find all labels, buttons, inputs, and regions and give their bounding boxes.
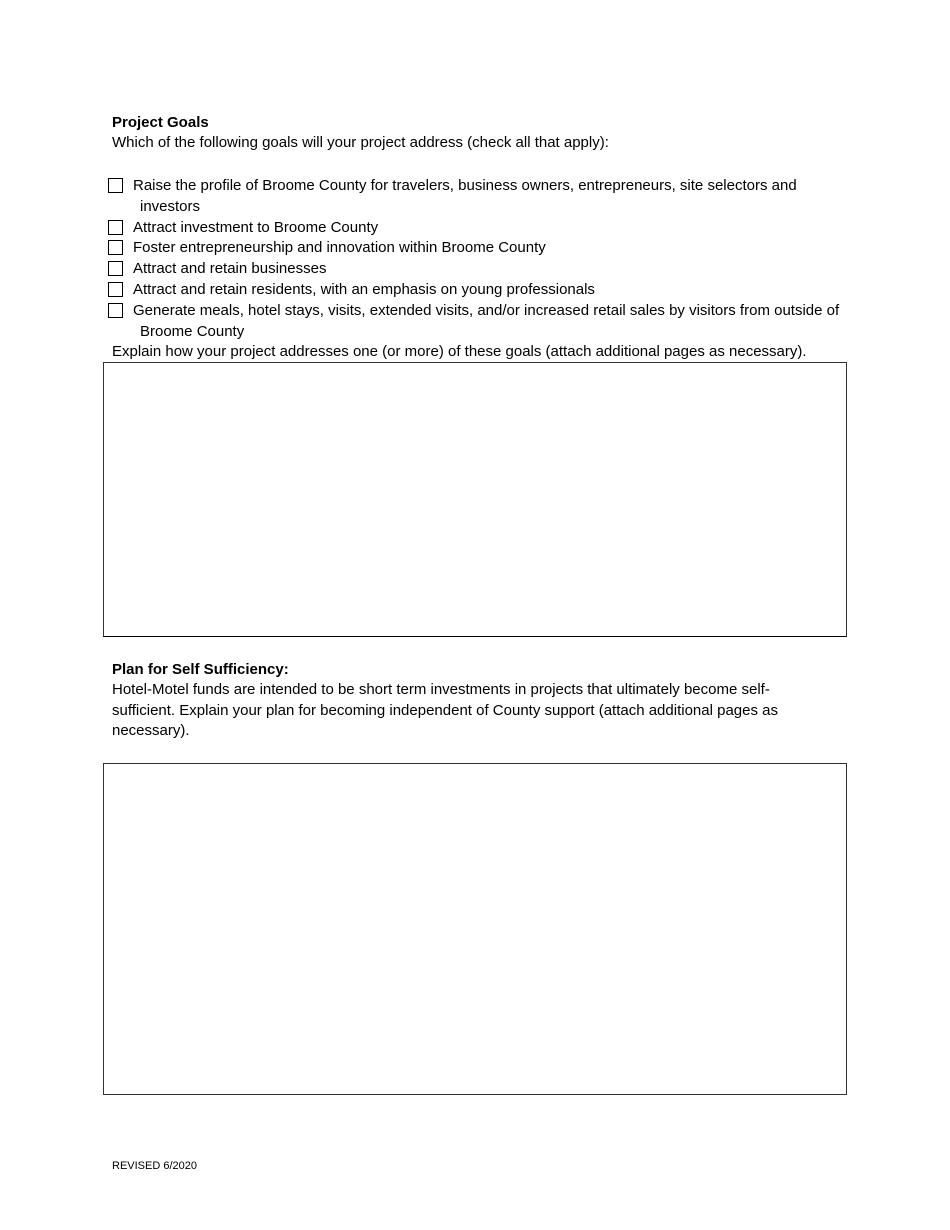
goals-answer-input[interactable] <box>104 363 846 636</box>
self-sufficiency-heading: Plan for Self Sufficiency: <box>112 661 289 678</box>
goal-checkbox-visitors[interactable] <box>108 303 123 318</box>
goal-label: Attract investment to Broome County <box>133 218 379 236</box>
goal-option <box>108 238 848 259</box>
goal-label: Foster entrepreneurship and innovation within Broome County <box>133 239 546 257</box>
self-sufficiency-description: Hotel-Motel funds are intended to be short term investments in projects that ultimately become self-sufficient. Explain your plan for becoming independent of County support (attach additional pages as necessary). <box>112 681 778 739</box>
project-goals-instruction: Which of the following goals will your project address (check all that apply): <box>112 134 609 151</box>
goal-label: Raise the profile of Broome County for travelers, business owners, entrepreneurs, site selectors and investors <box>133 177 797 215</box>
goal-option <box>108 259 848 280</box>
self-sufficiency-answer-input[interactable] <box>104 764 846 1094</box>
self-sufficiency-answer-box <box>103 763 847 1095</box>
goals-answer-box <box>103 362 847 637</box>
revision-footer: REVISED 6/2020 <box>112 1160 197 1172</box>
goal-checkbox-profile[interactable] <box>108 178 123 193</box>
goal-option <box>108 176 848 218</box>
project-goals-heading: Project Goals <box>112 114 209 131</box>
goal-option <box>108 301 848 343</box>
goal-checkbox-investment[interactable] <box>108 220 123 235</box>
goal-label: Attract and retain residents, with an emphasis on young professionals <box>133 280 595 298</box>
goals-checklist <box>108 176 848 342</box>
goal-option <box>108 280 848 301</box>
goal-checkbox-entrepreneurship[interactable] <box>108 240 123 255</box>
goal-option <box>108 218 848 239</box>
goal-checkbox-businesses[interactable] <box>108 261 123 276</box>
goal-label: Generate meals, hotel stays, visits, extended visits, and/or increased retail sales by visitors from outside of Broome County <box>133 301 840 340</box>
goal-checkbox-residents[interactable] <box>108 282 123 297</box>
goals-explain-prompt: Explain how your project addresses one (or more) of these goals (attach additional pages as necessary). <box>112 343 807 360</box>
goal-label: Attract and retain businesses <box>133 260 327 278</box>
